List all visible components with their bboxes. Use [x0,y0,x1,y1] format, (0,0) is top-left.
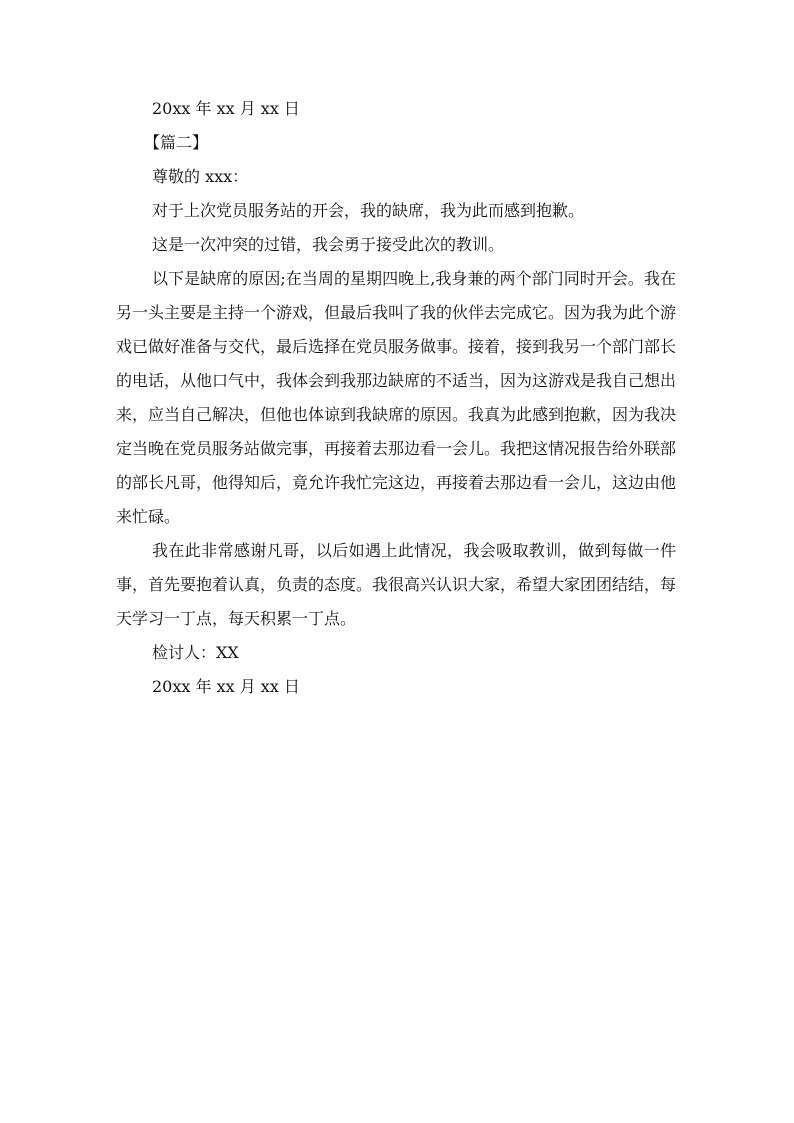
document-body [116,92,676,704]
paragraph-apology: 对于上次党员服务站的开会，我的缺席，我为此而感到抱歉。 [152,201,585,220]
date-top: 20xx 年 xx 月 xx 日 [152,99,300,118]
signature: 检讨人：XX [152,643,239,662]
paragraph-reason: 以下是缺席的原因;在当周的星期四晚上,我身兼的两个部门同时开会。我在另一头主要是主持一个游戏，但最后我叫了我的伙伴去完成它。因为我为此个游戏已做好准备与交代，最后选择在党员服务做事。接着，接到我另一个部门部长的电话，从他口气中，我体会到我那边缺席的不适当，因为这游戏是我自己想出来，应当自己解决，但他也体谅到我缺席的原因。我真为此感到抱歉，因为我决定当晚在党员服务站做完事，再接着去那边看一会儿。我把这情况报告给外联部的部长凡哥，他得知后，竟允许我忙完这边，再接着去那边看一会儿，这边由他来忙碌。 [116,269,677,526]
salutation: 尊敬的 xxx： [152,167,249,186]
paragraph-lesson: 这是一次冲突的过错，我会勇于接受此次的教训。 [152,235,505,254]
paragraph-thanks: 我在此非常感谢凡哥，以后如遇上此情况，我会吸取教训，做到每做一件事，首先要抱着认真，负责的态度。我很高兴认识大家，希望大家团团结结，每天学习一丁点，每天积累一丁点。 [116,541,677,628]
date-bottom: 20xx 年 xx 月 xx 日 [152,677,300,696]
section-heading: 【篇二】 [144,133,209,152]
